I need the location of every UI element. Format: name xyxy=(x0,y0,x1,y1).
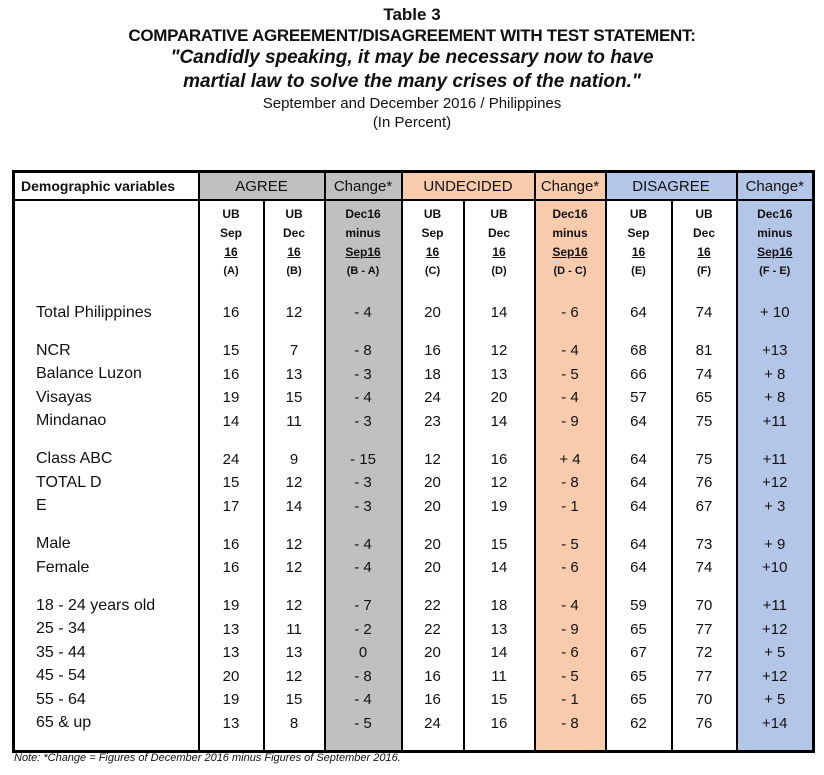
value-cell: 20 xyxy=(199,665,264,689)
spacer-cell xyxy=(264,325,325,340)
spacer-cell xyxy=(672,433,737,448)
subheader-line: UB xyxy=(629,207,648,221)
comparison-table xyxy=(12,170,815,753)
subheader-line: Sep xyxy=(627,226,650,240)
spacer-cell xyxy=(672,518,737,533)
undecided-change-header: Change* xyxy=(535,172,606,201)
value-cell: 16 xyxy=(464,448,535,472)
subheader-line: UB xyxy=(222,207,240,221)
subheader-line: (D - C) xyxy=(553,265,587,277)
undecided-header: UNDECIDED xyxy=(402,172,535,201)
value-cell: +12 xyxy=(737,665,814,689)
spacer-cell xyxy=(672,580,737,595)
spacer-cell xyxy=(402,735,464,751)
value-cell: 14 xyxy=(264,495,325,519)
value-cell: - 5 xyxy=(535,533,606,557)
value-cell: - 3 xyxy=(325,410,402,434)
test-statement-line1: "Candidly speaking, it may be necessary now to have xyxy=(170,47,654,68)
subheader-line: Sep16 xyxy=(345,245,381,259)
value-cell: 19 xyxy=(464,495,535,519)
row-label: Mindanao xyxy=(14,410,199,434)
value-cell: 66 xyxy=(606,363,672,387)
value-cell: 13 xyxy=(199,712,264,736)
subheader-line: UB xyxy=(695,207,713,221)
subheader-line: Sep xyxy=(219,226,242,240)
value-cell: 12 xyxy=(264,533,325,557)
value-cell: 12 xyxy=(464,471,535,495)
value-cell: +11 xyxy=(737,448,814,472)
spacer-cell xyxy=(325,580,402,595)
subheader-line: UB xyxy=(285,207,303,221)
value-cell: 16 xyxy=(402,339,464,363)
subheader-cell xyxy=(606,200,672,301)
value-cell: + 3 xyxy=(737,495,814,519)
spacer-cell xyxy=(535,433,606,448)
spacer-cell xyxy=(325,518,402,533)
value-cell: 13 xyxy=(464,363,535,387)
spacer-cell xyxy=(737,433,814,448)
spacer-cell xyxy=(737,518,814,533)
value-cell: 16 xyxy=(402,665,464,689)
disagree-header: DISAGREE xyxy=(606,172,737,201)
spacer-cell xyxy=(606,735,672,751)
value-cell: 12 xyxy=(264,301,325,325)
value-cell: 9 xyxy=(264,448,325,472)
subheader-blank xyxy=(14,200,199,301)
spacer-cell xyxy=(464,735,535,751)
value-cell: 70 xyxy=(672,594,737,618)
spacer-cell xyxy=(14,433,199,448)
spacer-cell xyxy=(606,433,672,448)
subheader-line: 16 xyxy=(224,245,238,259)
value-cell: 0 xyxy=(325,641,402,665)
table-number: Table 3 xyxy=(383,5,441,24)
row-label: 18 - 24 years old xyxy=(14,594,199,618)
unit-label: (In Percent) xyxy=(372,114,452,131)
table-row xyxy=(14,712,814,736)
spacer-cell xyxy=(264,518,325,533)
spacer-cell xyxy=(606,325,672,340)
spacer-cell xyxy=(325,433,402,448)
value-cell: 67 xyxy=(606,641,672,665)
subheader-line: (D) xyxy=(491,265,507,277)
value-cell: 65 xyxy=(672,386,737,410)
value-cell: 11 xyxy=(464,665,535,689)
header-row xyxy=(14,172,814,201)
value-cell: 64 xyxy=(606,533,672,557)
subheader-line: 16 xyxy=(425,245,440,259)
spacer-cell xyxy=(535,518,606,533)
row-label: Female xyxy=(14,556,199,580)
value-cell: 20 xyxy=(402,495,464,519)
value-cell: 64 xyxy=(606,410,672,434)
value-cell: 74 xyxy=(672,363,737,387)
spacer-cell xyxy=(402,325,464,340)
table-row xyxy=(14,641,814,665)
spacer-cell xyxy=(535,580,606,595)
subheader-line: (E) xyxy=(631,265,646,277)
subheader-line: 16 xyxy=(492,245,506,259)
table-row xyxy=(14,495,814,519)
subheader-line: minus xyxy=(552,226,588,240)
value-cell: - 4 xyxy=(535,339,606,363)
value-cell: - 3 xyxy=(325,471,402,495)
disagree-change-header: Change* xyxy=(737,172,814,201)
value-cell: +11 xyxy=(737,594,814,618)
row-label: NCR xyxy=(14,339,199,363)
value-cell: 12 xyxy=(264,471,325,495)
subheader-line: 16 xyxy=(287,245,301,259)
value-cell: - 6 xyxy=(535,556,606,580)
subheader-cell xyxy=(535,200,606,301)
value-cell: 57 xyxy=(606,386,672,410)
value-cell: - 6 xyxy=(535,641,606,665)
value-cell: 15 xyxy=(264,688,325,712)
value-cell: 70 xyxy=(672,688,737,712)
value-cell: 16 xyxy=(464,712,535,736)
value-cell: 24 xyxy=(402,386,464,410)
spacer-cell xyxy=(606,518,672,533)
table-row xyxy=(14,665,814,689)
subheader-cell xyxy=(264,200,325,301)
value-cell: - 9 xyxy=(535,410,606,434)
row-label: Balance Luzon xyxy=(14,363,199,387)
value-cell: 11 xyxy=(264,410,325,434)
value-cell: - 4 xyxy=(325,556,402,580)
subheader-line: (B - A) xyxy=(346,265,380,277)
value-cell: 16 xyxy=(402,688,464,712)
spacer-cell xyxy=(264,580,325,595)
spacer-cell xyxy=(264,735,325,751)
spacer-cell xyxy=(199,580,264,595)
value-cell: 67 xyxy=(672,495,737,519)
value-cell: 8 xyxy=(264,712,325,736)
value-cell: +13 xyxy=(737,339,814,363)
value-cell: 75 xyxy=(672,410,737,434)
table-row xyxy=(14,556,814,580)
value-cell: - 3 xyxy=(325,495,402,519)
value-cell: 19 xyxy=(199,688,264,712)
value-cell: 24 xyxy=(402,712,464,736)
value-cell: 64 xyxy=(606,301,672,325)
survey-period: September and December 2016 / Philippines xyxy=(262,95,562,112)
spacer-cell xyxy=(14,518,199,533)
spacer-cell xyxy=(464,580,535,595)
value-cell: 12 xyxy=(402,448,464,472)
spacer-row xyxy=(14,580,814,595)
subheader-line: Dec16 xyxy=(345,207,381,221)
value-cell: 15 xyxy=(199,471,264,495)
spacer-row xyxy=(14,433,814,448)
value-cell: 12 xyxy=(264,665,325,689)
value-cell: + 8 xyxy=(737,386,814,410)
value-cell: 19 xyxy=(199,594,264,618)
value-cell: 74 xyxy=(672,556,737,580)
spacer-cell xyxy=(14,325,199,340)
row-label: Class ABC xyxy=(14,448,199,472)
spacer-cell xyxy=(14,735,199,751)
subheader-cell xyxy=(402,200,464,301)
value-cell: 76 xyxy=(672,712,737,736)
value-cell: - 9 xyxy=(535,618,606,642)
subheader-row xyxy=(14,200,814,301)
value-cell: 15 xyxy=(199,339,264,363)
value-cell: 59 xyxy=(606,594,672,618)
table-row xyxy=(14,301,814,325)
value-cell: 18 xyxy=(402,363,464,387)
spacer-cell xyxy=(14,580,199,595)
value-cell: 65 xyxy=(606,688,672,712)
value-cell: 7 xyxy=(264,339,325,363)
subheader-line: (F - E) xyxy=(759,265,791,277)
value-cell: 19 xyxy=(199,386,264,410)
value-cell: - 8 xyxy=(325,339,402,363)
spacer-cell xyxy=(672,325,737,340)
table-row xyxy=(14,594,814,618)
spacer-cell xyxy=(402,518,464,533)
value-cell: +12 xyxy=(737,471,814,495)
value-cell: - 6 xyxy=(535,301,606,325)
value-cell: 11 xyxy=(264,618,325,642)
value-cell: 16 xyxy=(199,533,264,557)
value-cell: 74 xyxy=(672,301,737,325)
subheader-cell xyxy=(464,200,535,301)
value-cell: 68 xyxy=(606,339,672,363)
table-row xyxy=(14,471,814,495)
value-cell: - 1 xyxy=(535,688,606,712)
value-cell: 23 xyxy=(402,410,464,434)
value-cell: 14 xyxy=(464,410,535,434)
value-cell: - 4 xyxy=(325,533,402,557)
value-cell: - 4 xyxy=(325,386,402,410)
subheader-line: Dec xyxy=(693,226,716,240)
spacer-cell xyxy=(325,325,402,340)
spacer-cell xyxy=(325,735,402,751)
row-label: 65 & up xyxy=(14,712,199,736)
value-cell: 12 xyxy=(264,594,325,618)
value-cell: 64 xyxy=(606,448,672,472)
value-cell: 17 xyxy=(199,495,264,519)
spacer-row xyxy=(14,518,814,533)
value-cell: +12 xyxy=(737,618,814,642)
value-cell: 65 xyxy=(606,665,672,689)
value-cell: 72 xyxy=(672,641,737,665)
subheader-line: (A) xyxy=(223,265,239,277)
subheader-line: (B) xyxy=(286,265,302,277)
subheader-line: Dec16 xyxy=(552,207,588,221)
value-cell: - 4 xyxy=(325,688,402,712)
agree-header: AGREE xyxy=(199,172,325,201)
table-title-block xyxy=(0,4,824,132)
value-cell: 20 xyxy=(464,386,535,410)
value-cell: 73 xyxy=(672,533,737,557)
subheader-cell xyxy=(737,200,814,301)
value-cell: 20 xyxy=(402,641,464,665)
value-cell: - 5 xyxy=(325,712,402,736)
value-cell: 15 xyxy=(464,688,535,712)
value-cell: - 8 xyxy=(535,471,606,495)
row-label: Male xyxy=(14,533,199,557)
value-cell: - 7 xyxy=(325,594,402,618)
row-label: Total Philippines xyxy=(14,301,199,325)
row-label: 55 - 64 xyxy=(14,688,199,712)
row-label: 25 - 34 xyxy=(14,618,199,642)
value-cell: 15 xyxy=(464,533,535,557)
spacer-cell xyxy=(737,735,814,751)
footnote: Note: *Change = Figures of December 2016 minus Figures of September 2016. xyxy=(14,752,401,764)
value-cell: - 1 xyxy=(535,495,606,519)
subheader-line: 16 xyxy=(631,245,646,259)
spacer-cell xyxy=(737,325,814,340)
subheader-line: minus xyxy=(345,226,381,240)
table-row xyxy=(14,386,814,410)
spacer-cell xyxy=(464,325,535,340)
spacer-cell xyxy=(199,518,264,533)
value-cell: 75 xyxy=(672,448,737,472)
value-cell: 22 xyxy=(402,618,464,642)
value-cell: +10 xyxy=(737,556,814,580)
table-row xyxy=(14,363,814,387)
subheader-line: 16 xyxy=(697,245,711,259)
value-cell: 18 xyxy=(464,594,535,618)
spacer-cell xyxy=(264,433,325,448)
value-cell: 81 xyxy=(672,339,737,363)
spacer-cell xyxy=(535,735,606,751)
value-cell: + 9 xyxy=(737,533,814,557)
subheader-line: Dec xyxy=(283,226,306,240)
value-cell: + 5 xyxy=(737,641,814,665)
spacer-cell xyxy=(199,325,264,340)
table-row xyxy=(14,410,814,434)
subheader-line: UB xyxy=(423,207,442,221)
table-row xyxy=(14,688,814,712)
value-cell: - 15 xyxy=(325,448,402,472)
subheader-line: minus xyxy=(757,226,793,240)
value-cell: 20 xyxy=(402,556,464,580)
table-row xyxy=(14,448,814,472)
agree-change-header: Change* xyxy=(325,172,402,201)
test-statement-line2: martial law to solve the many crises of the nation." xyxy=(183,71,641,92)
value-cell: 12 xyxy=(264,556,325,580)
value-cell: + 4 xyxy=(535,448,606,472)
value-cell: 64 xyxy=(606,495,672,519)
value-cell: +14 xyxy=(737,712,814,736)
value-cell: 13 xyxy=(199,618,264,642)
subheader-line: Dec xyxy=(488,226,511,240)
row-label: 35 - 44 xyxy=(14,641,199,665)
value-cell: - 5 xyxy=(535,665,606,689)
table-row xyxy=(14,339,814,363)
value-cell: - 4 xyxy=(325,301,402,325)
value-cell: 12 xyxy=(464,339,535,363)
value-cell: 76 xyxy=(672,471,737,495)
value-cell: - 5 xyxy=(535,363,606,387)
spacer-cell xyxy=(464,433,535,448)
value-cell: 16 xyxy=(199,556,264,580)
spacer-cell xyxy=(402,580,464,595)
spacer-cell xyxy=(672,735,737,751)
value-cell: 16 xyxy=(199,363,264,387)
spacer-row xyxy=(14,325,814,340)
value-cell: 77 xyxy=(672,618,737,642)
value-cell: 20 xyxy=(402,533,464,557)
value-cell: - 8 xyxy=(535,712,606,736)
spacer-cell xyxy=(606,580,672,595)
value-cell: + 8 xyxy=(737,363,814,387)
value-cell: 24 xyxy=(199,448,264,472)
value-cell: 62 xyxy=(606,712,672,736)
value-cell: 20 xyxy=(402,471,464,495)
subheader-line: (C) xyxy=(424,265,441,277)
subheader-cell xyxy=(672,200,737,301)
value-cell: + 5 xyxy=(737,688,814,712)
subheader-line: UB xyxy=(490,207,508,221)
subheader-line: (F) xyxy=(696,265,712,277)
spacer-cell xyxy=(737,580,814,595)
table-row xyxy=(14,533,814,557)
value-cell: 13 xyxy=(264,363,325,387)
value-cell: 14 xyxy=(464,641,535,665)
spacer-cell xyxy=(199,735,264,751)
value-cell: +11 xyxy=(737,410,814,434)
value-cell: - 3 xyxy=(325,363,402,387)
value-cell: 16 xyxy=(199,301,264,325)
value-cell: 77 xyxy=(672,665,737,689)
row-label: 45 - 54 xyxy=(14,665,199,689)
value-cell: 13 xyxy=(464,618,535,642)
value-cell: - 8 xyxy=(325,665,402,689)
value-cell: 65 xyxy=(606,618,672,642)
row-label: Visayas xyxy=(14,386,199,410)
spacer-cell xyxy=(199,433,264,448)
subheader-line: Sep16 xyxy=(757,245,793,259)
subheader-cell xyxy=(325,200,402,301)
row-label: TOTAL D xyxy=(14,471,199,495)
spacer-cell xyxy=(535,325,606,340)
subheader-line: Sep xyxy=(421,226,444,240)
value-cell: - 4 xyxy=(535,386,606,410)
subheader-line: Dec16 xyxy=(757,207,793,221)
value-cell: 64 xyxy=(606,471,672,495)
table-heading: COMPARATIVE AGREEMENT/DISAGREEMENT WITH TEST STATEMENT: xyxy=(128,26,696,45)
value-cell: 22 xyxy=(402,594,464,618)
demographic-header: Demographic variables xyxy=(14,172,199,201)
subheader-line: Sep16 xyxy=(552,245,588,259)
value-cell: 14 xyxy=(464,556,535,580)
value-cell: + 10 xyxy=(737,301,814,325)
value-cell: 20 xyxy=(402,301,464,325)
spacer-cell xyxy=(402,433,464,448)
value-cell: 64 xyxy=(606,556,672,580)
value-cell: 15 xyxy=(264,386,325,410)
value-cell: 14 xyxy=(199,410,264,434)
value-cell: 14 xyxy=(464,301,535,325)
value-cell: 13 xyxy=(199,641,264,665)
subheader-cell xyxy=(199,200,264,301)
value-cell: - 4 xyxy=(535,594,606,618)
row-label: E xyxy=(14,495,199,519)
value-cell: - 2 xyxy=(325,618,402,642)
spacer-cell xyxy=(464,518,535,533)
spacer-row xyxy=(14,735,814,751)
table-row xyxy=(14,618,814,642)
value-cell: 13 xyxy=(264,641,325,665)
